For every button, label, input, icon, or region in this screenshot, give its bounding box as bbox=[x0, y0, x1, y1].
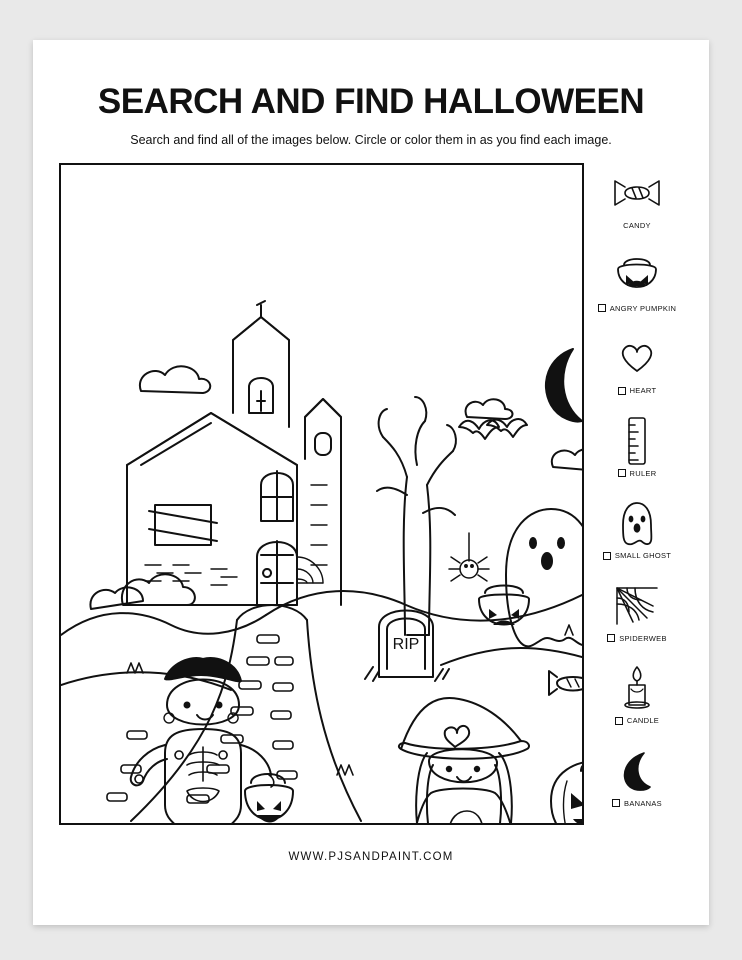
jack-o-lantern bbox=[551, 757, 582, 823]
gravestone bbox=[365, 611, 449, 682]
spiderweb-icon bbox=[613, 578, 661, 634]
search-and-find-scene bbox=[59, 163, 584, 825]
worksheet-page bbox=[33, 40, 709, 925]
legend-label-angry-pumpkin: ANGRY PUMPKIN bbox=[609, 303, 677, 313]
pumpkin-bucket-boy bbox=[245, 774, 293, 823]
legend-item-spiderweb[interactable] bbox=[581, 578, 693, 661]
heart-icon bbox=[617, 330, 657, 386]
svg-text:RIP: RIP bbox=[392, 636, 420, 653]
bananas-icon bbox=[616, 743, 658, 799]
page-title bbox=[33, 82, 709, 122]
legend-label-small-ghost: SMALL GHOST bbox=[614, 551, 672, 560]
crescent-moon bbox=[546, 349, 582, 421]
footer-url[interactable]: WWW.PJSANDPAINT.COM bbox=[288, 851, 454, 863]
legend-item-bananas[interactable] bbox=[581, 743, 693, 826]
legend-item-candle[interactable] bbox=[581, 660, 693, 743]
candle-icon bbox=[620, 660, 654, 716]
bats bbox=[459, 419, 527, 439]
page-title-accent: HALLOWEEN bbox=[423, 82, 645, 121]
legend-item-candy[interactable] bbox=[581, 165, 693, 248]
candy-scene-1 bbox=[549, 671, 582, 695]
legend-item-heart[interactable] bbox=[581, 330, 693, 413]
small-ghost-icon bbox=[617, 495, 657, 551]
legend-checkbox-heart[interactable] bbox=[618, 387, 626, 395]
legend-label-spiderweb: SPIDERWEB bbox=[619, 633, 667, 643]
ruler-icon bbox=[623, 413, 651, 469]
legend-label-ruler: RULER bbox=[629, 468, 657, 478]
legend-checkbox-spiderweb[interactable] bbox=[607, 634, 615, 642]
candy-icon bbox=[609, 165, 665, 221]
legend-label-candy: CANDY bbox=[623, 221, 651, 230]
page-title-main: SEARCH AND FIND bbox=[97, 82, 414, 121]
legend-checkbox-bananas[interactable] bbox=[612, 799, 620, 807]
spider bbox=[449, 533, 489, 581]
legend-checkbox-ruler[interactable] bbox=[618, 469, 626, 477]
legend-label-heart: HEART bbox=[629, 386, 657, 395]
legend-checkbox-small-ghost[interactable] bbox=[603, 552, 611, 560]
legend-item-small-ghost[interactable] bbox=[581, 495, 693, 578]
angry-pumpkin-icon bbox=[614, 248, 660, 304]
instructions-text: Search and find all of the images below. Circle or color them in as you find each image. bbox=[130, 133, 612, 147]
witch-costume-girl bbox=[399, 698, 529, 823]
legend-item-angry-pumpkin[interactable] bbox=[581, 248, 693, 331]
legend-checkbox-candle[interactable] bbox=[615, 717, 623, 725]
haunted-house bbox=[127, 301, 341, 605]
legend-item-ruler[interactable] bbox=[581, 413, 693, 496]
legend-label-bananas: BANANAS bbox=[624, 798, 662, 808]
bushes bbox=[90, 574, 194, 609]
ghost bbox=[506, 509, 582, 646]
legend-checkbox-angry-pumpkin[interactable] bbox=[598, 304, 606, 312]
worksheet-content bbox=[47, 163, 695, 829]
legend-panel bbox=[581, 165, 693, 825]
legend-label-candle: CANDLE bbox=[626, 716, 660, 725]
